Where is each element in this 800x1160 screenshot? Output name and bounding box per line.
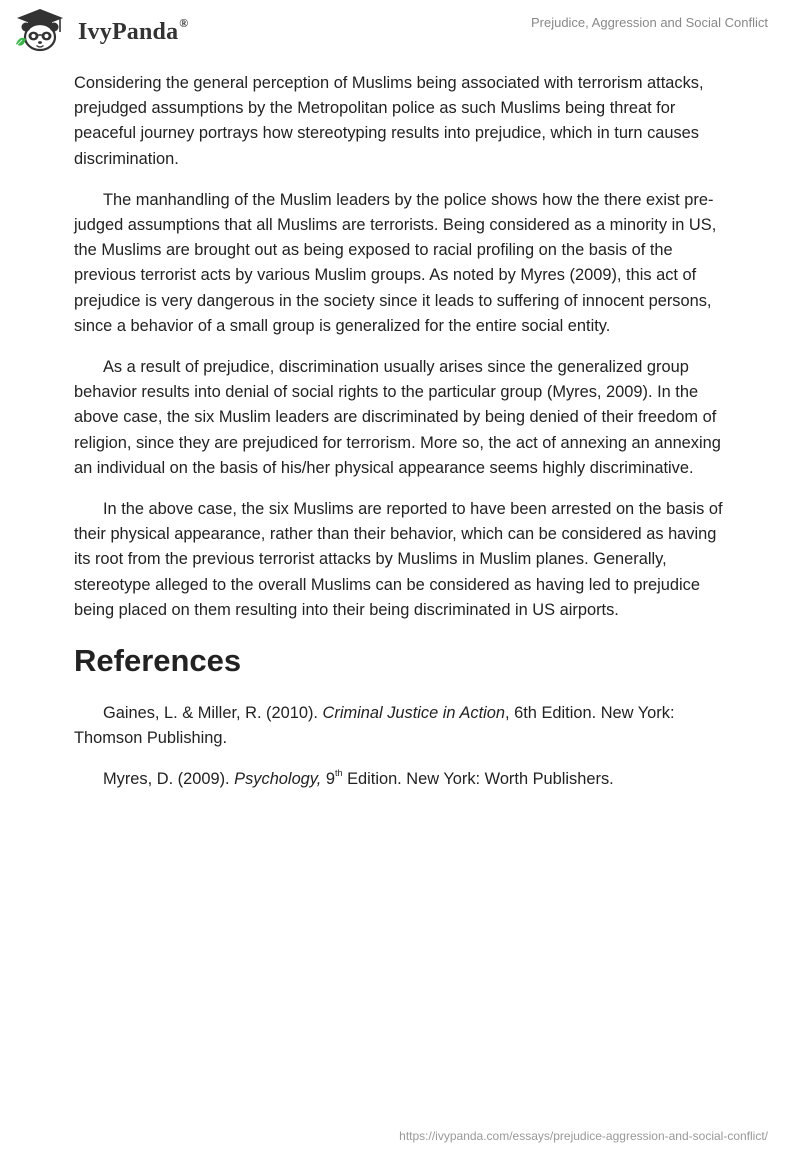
source-url[interactable]: https://ivypanda.com/essays/prejudice-aggression-and-social-conflict/ xyxy=(399,1129,768,1143)
page-header xyxy=(0,0,800,66)
reference-authors: Gaines, L. & Miller, R. (2010). xyxy=(103,704,323,723)
references-heading: References xyxy=(74,643,242,679)
reference-title: Criminal Justice in Action xyxy=(322,704,506,723)
registered-mark: ® xyxy=(179,16,189,30)
document-title: Prejudice, Aggression and Social Conflict xyxy=(530,15,768,30)
essay-paragraph: As a result of prejudice, discrimination usually arises since the generalized group behavior results into denial of social rights to the particular group (Myres, 2009). In the above case, the six Muslim leaders are discriminated by being denied of their freedom of religion, since they are prejudiced for terrorism. More so, the act of annexing an annexing an individual on the basis of his/her physical appearance seems highly discriminative. xyxy=(74,358,721,477)
reference-edition-number: 9 xyxy=(321,770,335,789)
reference-edition-suffix: th xyxy=(335,768,343,778)
panda-graduate-icon xyxy=(14,8,66,52)
ivypanda-logo[interactable] xyxy=(14,8,188,52)
reference-title: Psychology, xyxy=(234,770,322,789)
reference-item xyxy=(74,767,729,792)
essay-content xyxy=(74,71,729,809)
reference-publisher: Edition. New York: Worth Publishers. xyxy=(342,770,614,789)
reference-authors: Myres, D. (2009). xyxy=(103,770,235,789)
essay-paragraph: The manhandling of the Muslim leaders by the police shows how the there exist pre-judged assumptions that all Muslims are terrorists. Being considered as a minority in US, the Muslims are brought out as being exposed to racial profiling on the basis of the previous terrorist acts by various Muslim groups. As noted by Myres (2009), this act of prejudice is very dangerous in the society since it leads to suffering of innocent persons, since a behavior of a small group is generalized for the entire social entity. xyxy=(74,190,717,335)
reference-item xyxy=(74,701,729,751)
essay-paragraph: In the above case, the six Muslims are reported to have been arrested on the basis of their physical appearance, rather than their behavior, which can be considered as having its root from the previous terrorist attacks by Muslims in Muslim planes. Generally, stereotype alleged to the overall Muslims can be considered as having led to prejudice being placed on them resulting into their being discriminated in US airports. xyxy=(74,500,723,619)
logo-wordmark xyxy=(78,16,189,45)
reference-publisher: , 6th Edition. New York: Thomson Publishing. xyxy=(74,704,675,748)
logo-name: IvyPanda xyxy=(78,19,179,45)
essay-paragraph: Considering the general perception of Muslims being associated with terrorism attacks, prejudged assumptions by the Metropolitan police as such Muslims being threat for peaceful journey portrays how stereotyping results into prejudice, which in turn causes discrimination. xyxy=(74,74,704,168)
